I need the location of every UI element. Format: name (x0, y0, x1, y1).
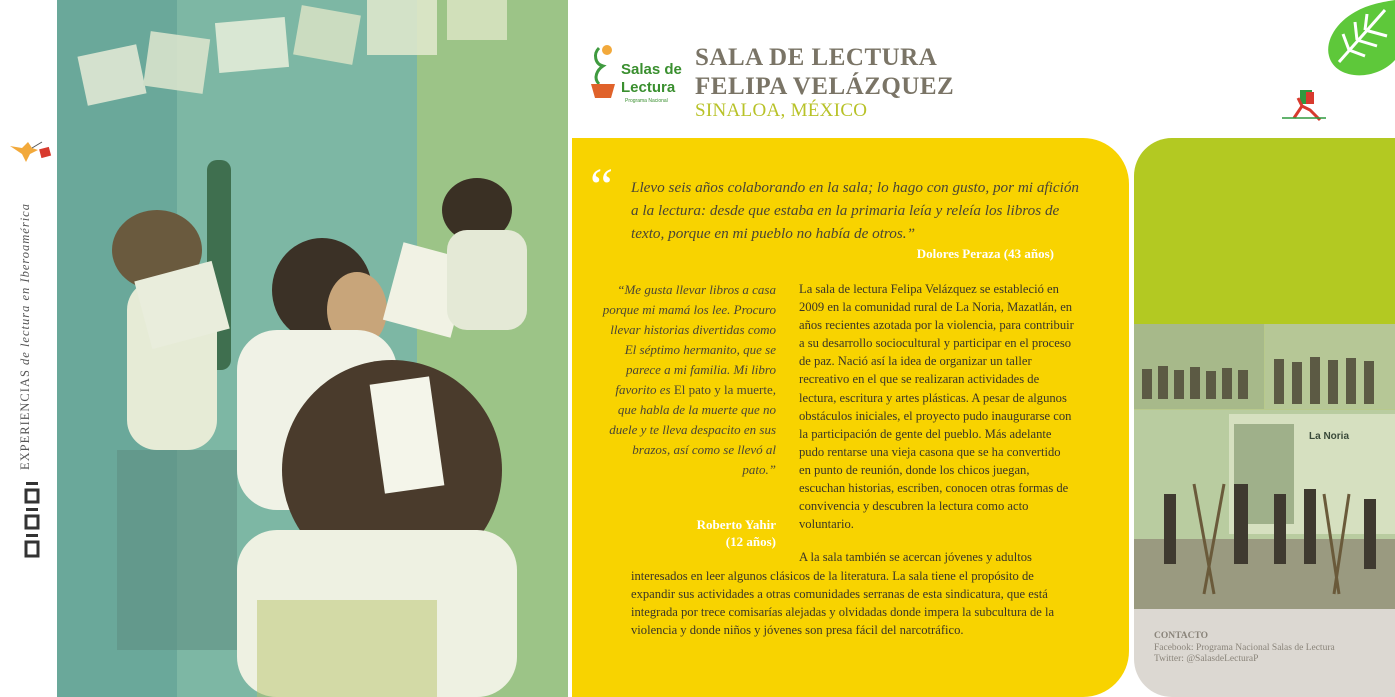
page-title (695, 43, 954, 101)
body-paragraph-2-start: A la sala también se acercan jóvenes y adultos (799, 550, 1032, 564)
title-line2: FELIPA VELÁZQUEZ (695, 73, 955, 100)
children-reading-photo (57, 0, 568, 697)
logo-line3: Programa Nacional (625, 98, 668, 104)
page-subtitle: SINALOA, MÉXICO (695, 100, 868, 121)
spine (0, 0, 57, 697)
side-author-age: (12 años) (725, 534, 776, 549)
green-accent-box (1134, 138, 1395, 324)
main-quote: Llevo seis años colaborando en la sala; lo hago con gusto, por mi afición a la lectura: desde que estaba en la primaria leía y releía los libros de texto, porque en mi pueblo no había de otros.” (631, 179, 1080, 242)
contact-box (1134, 609, 1395, 697)
body-paragraph-1: La sala de lectura Felipa Velázquez se estableció en 2009 en la comunidad rural de La Noria, Mazatlán, en años recientes azotada por la violencia, para contribuir a su desarrollo sociocultural y participar en el proceso de paz. Nació así la idea de organizar un taller recreativo en el que se realizaran actividades de lectura, escritura y artes plásticas. A pesar de algunos obstáculos iniciales, el proyecto pudo inaugurarse con la participación de gente del pueblo. Más adelante pudo rentarse una vieja casona que se ha convertido en punto de reunión, donde los chicos juegan, escuchan historias, escriben, conocen otras formas de convivencia y descubren la lectura como acto voluntario. (799, 282, 1074, 532)
main-quote-author: Dolores Peraza (43 años) (916, 246, 1054, 261)
logo-line1: Salas de (621, 61, 682, 78)
body-paragraph-2-rest: interesados en leer algunos clásicos de la literatura. La sala tiene el propósito de expandir sus actividades a otras comunidades serranas de esta sindicatura, que está integrada por trece comisarías alejadas y olvidadas donde impera la subcultura de la violencia y donde niños y jóvenes son presa fácil del narcotráfico. (631, 569, 1055, 638)
reader-icon (1280, 88, 1328, 122)
hummingbird-icon (8, 136, 54, 166)
cerlalc-logo (22, 480, 42, 560)
salas-de-lectura-logo (585, 40, 685, 110)
logo-line2: Lectura (621, 79, 676, 96)
side-quote-part1: “Me gusta llevar libros a casa porque mi mamá los lee. Procuro llevar historias divertidas como El séptimo hermanito, que se parece a mi familia. Mi libro favorito es (602, 282, 776, 397)
contact-twitter: Twitter: @SalasdeLecturaP (1154, 654, 1259, 664)
side-quote-book-title: El pato y la muerte (673, 382, 773, 397)
contact-title: CONTACTO (1154, 631, 1209, 641)
side-quote-author (600, 516, 776, 550)
side-quote (600, 280, 776, 480)
side-quote-part2: , que habla de la muerte que no duele y te lleva despacito en sus brazos, así como se llevó al pato.” (609, 382, 776, 477)
title-line1: SALA DE LECTURA (695, 44, 938, 71)
spine-rest: de lectura en Iberoamérica (18, 203, 32, 365)
photo-sign: La Noria (1309, 431, 1350, 442)
leaf-icon (1325, 0, 1395, 82)
side-author-name: Roberto Yahir (696, 517, 776, 532)
quote-mark-icon: “ (590, 159, 614, 216)
contact-facebook: Facebook: Programa Nacional Salas de Lectura (1154, 642, 1335, 653)
spine-caps: EXPERIENCIAS (18, 369, 32, 470)
spine-title (18, 170, 33, 470)
community-photos (1134, 324, 1395, 609)
